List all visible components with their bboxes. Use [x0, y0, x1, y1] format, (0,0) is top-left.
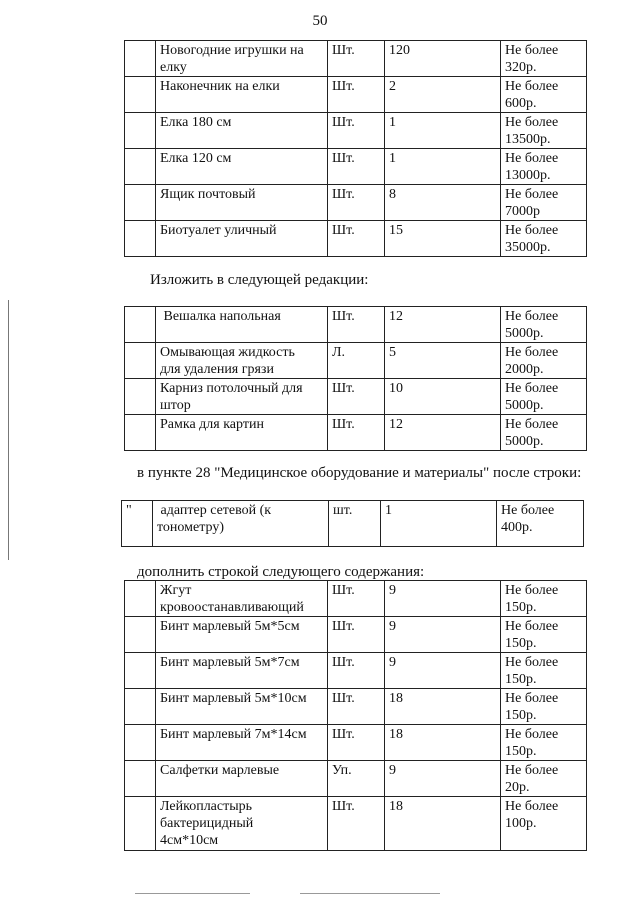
- item-name: Карниз потолочный для штор: [156, 379, 328, 415]
- item-price: Не более 2000р.: [501, 343, 587, 379]
- item-unit: Шт.: [328, 581, 385, 617]
- item-qty: 18: [385, 797, 501, 851]
- item-unit: Шт.: [328, 379, 385, 415]
- item-unit: Уп.: [328, 761, 385, 797]
- item-price: Не более 35000р.: [501, 221, 587, 257]
- item-qty: 18: [385, 689, 501, 725]
- table-row: [125, 307, 587, 343]
- table-row: [125, 379, 587, 415]
- instruction-text-1: Изложить в следующей редакции:: [150, 272, 369, 288]
- index-cell: [125, 617, 156, 653]
- item-unit: Шт.: [328, 77, 385, 113]
- table-items-2: [124, 306, 587, 451]
- item-unit: Шт.: [328, 307, 385, 343]
- item-price: Не более 150р.: [501, 617, 587, 653]
- item-unit: Шт.: [328, 221, 385, 257]
- table-row: [125, 41, 587, 77]
- item-name: адаптер сетевой (к тонометру): [153, 501, 329, 547]
- index-cell: [125, 653, 156, 689]
- table-row: [125, 185, 587, 221]
- table-row: [125, 761, 587, 797]
- item-name: Елка 180 см: [156, 113, 328, 149]
- item-price: Не более 150р.: [501, 653, 587, 689]
- table-row: [125, 653, 587, 689]
- item-qty: 9: [385, 581, 501, 617]
- table-reference-row: [121, 500, 584, 547]
- item-price: Не более 5000р.: [501, 379, 587, 415]
- quote-mark: ": [122, 501, 153, 547]
- item-qty: 12: [385, 307, 501, 343]
- item-qty: 18: [385, 725, 501, 761]
- instruction-text-3: дополнить строкой следующего содержания:: [137, 564, 425, 580]
- item-name: Бинт марлевый 7м*14см: [156, 725, 328, 761]
- margin-line: [8, 300, 9, 560]
- item-unit: Шт.: [328, 113, 385, 149]
- item-name: Новогодние игрушки на елку: [156, 41, 328, 77]
- index-cell: [125, 415, 156, 451]
- item-name: Бинт марлевый 5м*7см: [156, 653, 328, 689]
- item-price: Не более 150р.: [501, 725, 587, 761]
- item-unit: шт.: [329, 501, 381, 547]
- item-qty: 120: [385, 41, 501, 77]
- table-row: [125, 415, 587, 451]
- table-row: [125, 77, 587, 113]
- item-price: Не более 13000р.: [501, 149, 587, 185]
- table-row: [125, 725, 587, 761]
- item-name: Бинт марлевый 5м*5см: [156, 617, 328, 653]
- item-unit: Шт.: [328, 797, 385, 851]
- table-row: [125, 149, 587, 185]
- item-qty: 12: [385, 415, 501, 451]
- item-price: Не более 150р.: [501, 581, 587, 617]
- table-row: [125, 581, 587, 617]
- instruction-text-2: в пункте 28 "Медицинское оборудование и материалы" после строки:: [137, 465, 582, 481]
- item-price: Не более 5000р.: [501, 307, 587, 343]
- item-qty: 10: [385, 379, 501, 415]
- item-qty: 9: [385, 653, 501, 689]
- table-row: [125, 797, 587, 851]
- index-cell: [125, 149, 156, 185]
- item-name: Омывающая жидкость для удаления грязи: [156, 343, 328, 379]
- item-name: Вешалка напольная: [156, 307, 328, 343]
- item-qty: 2: [385, 77, 501, 113]
- table-items-3: [124, 580, 587, 851]
- index-cell: [125, 185, 156, 221]
- index-cell: [125, 343, 156, 379]
- item-unit: Шт.: [328, 149, 385, 185]
- item-qty: 1: [381, 501, 497, 547]
- table-row: [122, 501, 584, 547]
- item-name: Рамка для картин: [156, 415, 328, 451]
- item-unit: Шт.: [328, 415, 385, 451]
- index-cell: [125, 41, 156, 77]
- index-cell: [125, 77, 156, 113]
- item-name: Наконечник на елки: [156, 77, 328, 113]
- footer-rule-right: [300, 893, 440, 894]
- table-row: [125, 343, 587, 379]
- item-qty: 8: [385, 185, 501, 221]
- item-unit: Шт.: [328, 653, 385, 689]
- page-number: 50: [312, 13, 328, 29]
- footer-rule-left: [135, 893, 250, 894]
- item-price: Не более 5000р.: [501, 415, 587, 451]
- item-price: Не более 150р.: [501, 689, 587, 725]
- index-cell: [125, 797, 156, 851]
- item-unit: Л.: [328, 343, 385, 379]
- table-row: [125, 221, 587, 257]
- item-unit: Шт.: [328, 617, 385, 653]
- item-price: Не более 400р.: [497, 501, 584, 547]
- table-row: [125, 113, 587, 149]
- item-price: Не более 13500р.: [501, 113, 587, 149]
- item-name: Жгут кровоостанавливающий: [156, 581, 328, 617]
- index-cell: [125, 221, 156, 257]
- index-cell: [125, 689, 156, 725]
- item-qty: 5: [385, 343, 501, 379]
- table-items-1: [124, 40, 587, 257]
- index-cell: [125, 113, 156, 149]
- index-cell: [125, 761, 156, 797]
- item-name: Ящик почтовый: [156, 185, 328, 221]
- item-price: Не более 600р.: [501, 77, 587, 113]
- index-cell: [125, 379, 156, 415]
- item-unit: Шт.: [328, 725, 385, 761]
- item-qty: 1: [385, 149, 501, 185]
- item-qty: 15: [385, 221, 501, 257]
- item-unit: Шт.: [328, 185, 385, 221]
- item-qty: 9: [385, 761, 501, 797]
- item-name: Лейкопластырь бактерицидный 4см*10см: [156, 797, 328, 851]
- item-unit: Шт.: [328, 689, 385, 725]
- item-price: Не более 7000р: [501, 185, 587, 221]
- table-row: [125, 689, 587, 725]
- item-unit: Шт.: [328, 41, 385, 77]
- item-price: Не более 20р.: [501, 761, 587, 797]
- item-name: Салфетки марлевые: [156, 761, 328, 797]
- item-price: Не более 320р.: [501, 41, 587, 77]
- table-row: [125, 617, 587, 653]
- item-name: Биотуалет уличный: [156, 221, 328, 257]
- item-qty: 9: [385, 617, 501, 653]
- item-qty: 1: [385, 113, 501, 149]
- item-name: Елка 120 см: [156, 149, 328, 185]
- item-price: Не более 100р.: [501, 797, 587, 851]
- item-name: Бинт марлевый 5м*10см: [156, 689, 328, 725]
- index-cell: [125, 307, 156, 343]
- index-cell: [125, 581, 156, 617]
- index-cell: [125, 725, 156, 761]
